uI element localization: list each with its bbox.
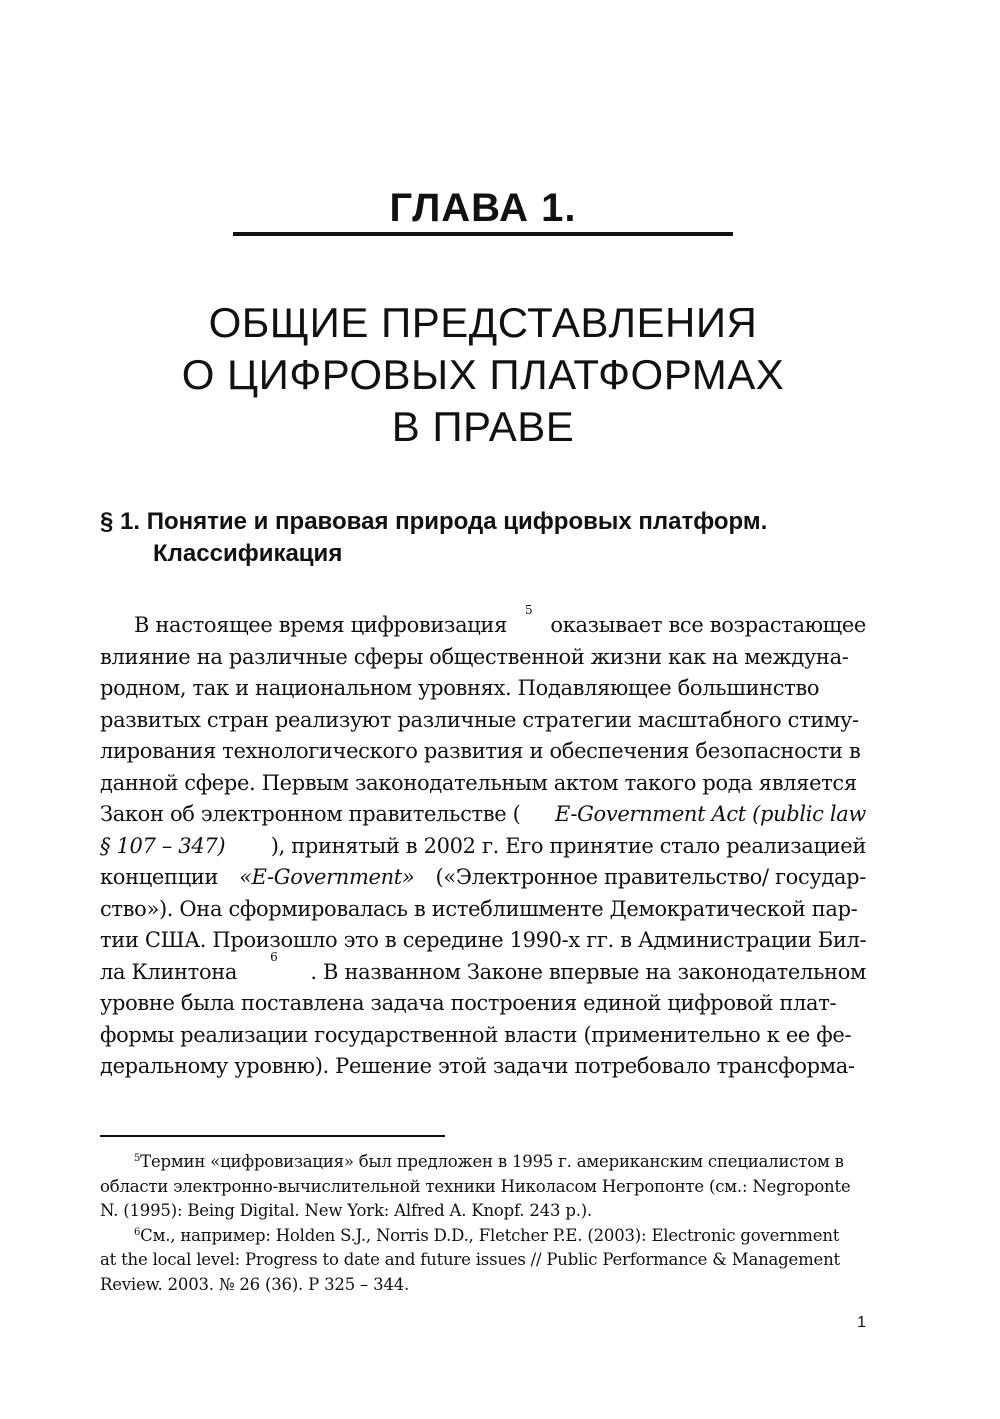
- body-line: концепции «E-Government» («Электронное правительство/ государ-: [100, 865, 866, 889]
- body-line: § 107 – 347) ), принятый в 2002 г. Его принятие стало реализацией: [100, 833, 866, 858]
- chapter-title-line: О ЦИФРОВЫХ ПЛАТФОРМАХ: [181, 351, 785, 398]
- body-line: ство»). Она сформировалась в истеблишменте Демократической пар-: [100, 896, 858, 921]
- body-line: В настоящее время цифровизация 5 оказывает все возрастающее: [100, 610, 866, 642]
- chapter-title-line: В ПРАВЕ: [391, 403, 575, 450]
- body-line: деральному уровню). Решение этой задачи потребовало трансформа-: [100, 1054, 855, 1078]
- footnote-line: N. (1995): Being Digital. New York: Alfred A. Knopf. 243 p.).: [100, 1201, 593, 1220]
- footnote-number: 6: [134, 1226, 141, 1238]
- footnote-line: Review. 2003. № 26 (36). P 325 – 344.: [100, 1274, 410, 1294]
- footnote-ref[interactable]: 5: [525, 603, 533, 617]
- body-line: тии США. Произошло это в середине 1990-х гг. в Администрации Бил-: [100, 928, 867, 952]
- body-line: ла Клинтона 6 . В названном Законе впервые на законодательном: [100, 957, 866, 989]
- chapter-underline: [233, 232, 733, 236]
- footnote-line: $^6$См., например: Holden S.J., Norris D.D., Fletcher P.E. (2003): Electronic government: [134, 1225, 840, 1245]
- body-line: лирования технологического развития и обеспечения безопасности в: [100, 739, 861, 763]
- footnote-line: области электронно-вычислительной техники Николасом Негропонте (см.: Negroponte: [100, 1176, 851, 1196]
- footnote-line: $^5$Термин «цифровизация» был предложен в 1995 г. американским специалистом в: [134, 1152, 844, 1171]
- body-line: родном, так и национальном уровнях. Подавляющее большинство: [100, 676, 820, 700]
- section-heading-line: Классификация: [153, 540, 343, 567]
- chapter-title: [100, 297, 866, 453]
- body-line: уровне была поставлена задача построения единой цифровой плат-: [100, 991, 837, 1015]
- footnote-ref[interactable]: 6: [270, 949, 278, 964]
- body-line: Закон об электронном правительстве ( E-Government Act (public law: [100, 802, 866, 826]
- footnote-number: 5: [134, 1153, 141, 1164]
- body-line: данной сфере. Первым законодательным актом такого рода является: [100, 770, 857, 795]
- footnote-line: at the local level: Progress to date and future issues // Public Performance & Management: [100, 1250, 840, 1269]
- body-line: формы реализации государственной власти (применительно к ее фе-: [100, 1022, 852, 1047]
- body-line: развитых стран реализуют различные стратегии масштабного стиму-: [100, 707, 859, 732]
- body-text: [100, 603, 867, 1083]
- chapter-heading: ГЛАВА 1.: [389, 186, 577, 230]
- section-heading: [100, 506, 866, 570]
- footnotes: [100, 1150, 866, 1297]
- footnote-divider: [100, 1135, 445, 1137]
- section-heading-line: § 1. Понятие и правовая природа цифровых платформ.: [100, 508, 768, 535]
- body-line: влияние на различные сферы общественной жизни как на междуна-: [100, 644, 849, 669]
- chapter-title-line: ОБЩИЕ ПРЕДСТАВЛЕНИЯ: [208, 299, 758, 346]
- page-number: 1: [857, 1314, 866, 1331]
